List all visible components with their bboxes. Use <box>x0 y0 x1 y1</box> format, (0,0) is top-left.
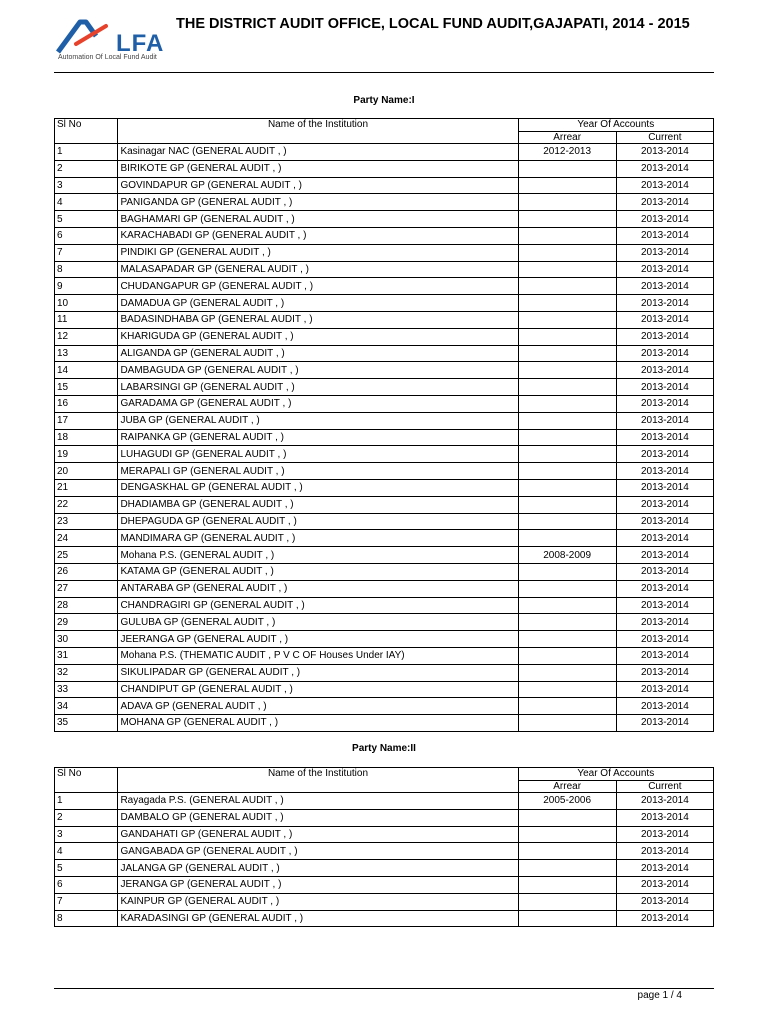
institution-name-cell: PINDIKI GP (GENERAL AUDIT , ) <box>118 244 518 261</box>
current-year-cell: 2013-2014 <box>616 446 713 463</box>
sl-no-cell: 1 <box>55 793 118 810</box>
table-row <box>55 479 714 496</box>
arrear-year-cell: 2012-2013 <box>518 144 616 161</box>
institution-name-cell: DAMBALO GP (GENERAL AUDIT , ) <box>118 809 518 826</box>
current-year-cell: 2013-2014 <box>616 379 713 396</box>
table-row <box>55 614 714 631</box>
current-year-cell: 2013-2014 <box>616 395 713 412</box>
arrear-year-cell <box>518 227 616 244</box>
institution-name-cell: DHADIAMBA GP (GENERAL AUDIT , ) <box>118 496 518 513</box>
table-row <box>55 809 714 826</box>
table-row <box>55 910 714 927</box>
institution-name-cell: KARACHABADI GP (GENERAL AUDIT , ) <box>118 227 518 244</box>
sl-no-cell: 6 <box>55 227 118 244</box>
table-row <box>55 563 714 580</box>
table-row <box>55 631 714 648</box>
institution-name-cell: CHUDANGAPUR GP (GENERAL AUDIT , ) <box>118 278 518 295</box>
table-row <box>55 395 714 412</box>
sl-no-cell: 18 <box>55 429 118 446</box>
current-year-cell: 2013-2014 <box>616 328 713 345</box>
table-header-row <box>55 768 714 781</box>
table-row <box>55 597 714 614</box>
sl-no-cell: 2 <box>55 809 118 826</box>
arrear-year-cell <box>518 826 616 843</box>
current-year-cell: 2013-2014 <box>616 597 713 614</box>
alfa-logo-letters: LFA <box>116 30 165 57</box>
institution-name-cell: ALIGANDA GP (GENERAL AUDIT , ) <box>118 345 518 362</box>
table-row <box>55 379 714 396</box>
current-year-cell: 2013-2014 <box>616 580 713 597</box>
table-row <box>55 429 714 446</box>
table-row <box>55 311 714 328</box>
sl-no-cell: 30 <box>55 631 118 648</box>
footer-divider <box>54 988 714 989</box>
arrear-year-cell <box>518 211 616 228</box>
page-number: page 1 / 4 <box>637 990 682 1001</box>
institution-name-cell: JUBA GP (GENERAL AUDIT , ) <box>118 412 518 429</box>
current-year-cell: 2013-2014 <box>616 261 713 278</box>
arrear-year-cell <box>518 698 616 715</box>
sl-no-cell: 12 <box>55 328 118 345</box>
institution-name-cell: Kasinagar NAC (GENERAL AUDIT , ) <box>118 144 518 161</box>
party-heading-2: Party Name:II <box>352 743 416 754</box>
current-year-cell: 2013-2014 <box>616 614 713 631</box>
current-year-cell: 2013-2014 <box>616 910 713 927</box>
table-row <box>55 144 714 161</box>
institution-name-cell: KARADASINGI GP (GENERAL AUDIT , ) <box>118 910 518 927</box>
arrear-year-cell <box>518 809 616 826</box>
sl-no-cell: 20 <box>55 463 118 480</box>
institution-name-cell: GULUBA GP (GENERAL AUDIT , ) <box>118 614 518 631</box>
table-row <box>55 530 714 547</box>
institution-name-cell: MERAPALI GP (GENERAL AUDIT , ) <box>118 463 518 480</box>
arrear-year-cell <box>518 278 616 295</box>
sl-no-cell: 29 <box>55 614 118 631</box>
current-year-cell: 2013-2014 <box>616 664 713 681</box>
current-year-cell: 2013-2014 <box>616 893 713 910</box>
table-row <box>55 793 714 810</box>
table-row <box>55 227 714 244</box>
sl-no-cell: 25 <box>55 547 118 564</box>
current-year-cell: 2013-2014 <box>616 362 713 379</box>
table-header-row <box>55 119 714 132</box>
table-row <box>55 826 714 843</box>
current-year-cell: 2013-2014 <box>616 647 713 664</box>
table-row <box>55 647 714 664</box>
header-current: Current <box>616 131 713 144</box>
sl-no-cell: 27 <box>55 580 118 597</box>
table-row <box>55 513 714 530</box>
table-row <box>55 876 714 893</box>
arrear-year-cell: 2008-2009 <box>518 547 616 564</box>
institution-name-cell: BAGHAMARI GP (GENERAL AUDIT , ) <box>118 211 518 228</box>
party-1-table <box>54 118 714 732</box>
institution-name-cell: SIKULIPADAR GP (GENERAL AUDIT , ) <box>118 664 518 681</box>
sl-no-cell: 19 <box>55 446 118 463</box>
arrear-year-cell <box>518 328 616 345</box>
table-row <box>55 463 714 480</box>
arrear-year-cell <box>518 362 616 379</box>
sl-no-cell: 34 <box>55 698 118 715</box>
arrear-year-cell <box>518 479 616 496</box>
table-row <box>55 580 714 597</box>
institution-name-cell: DENGASKHAL GP (GENERAL AUDIT , ) <box>118 479 518 496</box>
current-year-cell: 2013-2014 <box>616 412 713 429</box>
table-row <box>55 295 714 312</box>
sl-no-cell: 6 <box>55 876 118 893</box>
sl-no-cell: 5 <box>55 860 118 877</box>
current-year-cell: 2013-2014 <box>616 463 713 480</box>
document-title: THE DISTRICT AUDIT OFFICE, LOCAL FUND AUDIT,GAJAPATI, 2014 - 2015 <box>176 16 690 32</box>
arrear-year-cell <box>518 681 616 698</box>
arrear-year-cell: 2005-2006 <box>518 793 616 810</box>
sl-no-cell: 35 <box>55 715 118 732</box>
table-row <box>55 446 714 463</box>
arrear-year-cell <box>518 893 616 910</box>
sl-no-cell: 16 <box>55 395 118 412</box>
institution-name-cell: GOVINDAPUR GP (GENERAL AUDIT , ) <box>118 177 518 194</box>
header-divider <box>54 72 714 73</box>
header-institution-name: Name of the Institution <box>118 119 518 144</box>
institution-name-cell: BADASINDHABA GP (GENERAL AUDIT , ) <box>118 311 518 328</box>
sl-no-cell: 33 <box>55 681 118 698</box>
sl-no-cell: 7 <box>55 244 118 261</box>
current-year-cell: 2013-2014 <box>616 278 713 295</box>
arrear-year-cell <box>518 160 616 177</box>
institution-name-cell: PANIGANDA GP (GENERAL AUDIT , ) <box>118 194 518 211</box>
alfa-logo <box>56 18 172 64</box>
institution-name-cell: ANTARABA GP (GENERAL AUDIT , ) <box>118 580 518 597</box>
arrear-year-cell <box>518 563 616 580</box>
header-year-of-accounts: Year Of Accounts <box>518 119 713 132</box>
sl-no-cell: 14 <box>55 362 118 379</box>
current-year-cell: 2013-2014 <box>616 681 713 698</box>
institution-name-cell: DAMBAGUDA GP (GENERAL AUDIT , ) <box>118 362 518 379</box>
arrear-year-cell <box>518 530 616 547</box>
arrear-year-cell <box>518 614 616 631</box>
current-year-cell: 2013-2014 <box>616 144 713 161</box>
current-year-cell: 2013-2014 <box>616 513 713 530</box>
arrear-year-cell <box>518 597 616 614</box>
arrear-year-cell <box>518 395 616 412</box>
header-current: Current <box>616 780 713 793</box>
table-row <box>55 345 714 362</box>
current-year-cell: 2013-2014 <box>616 345 713 362</box>
institution-name-cell: MALASAPADAR GP (GENERAL AUDIT , ) <box>118 261 518 278</box>
institution-name-cell: JERANGA GP (GENERAL AUDIT , ) <box>118 876 518 893</box>
sl-no-cell: 31 <box>55 647 118 664</box>
institution-name-cell: GARADAMA GP (GENERAL AUDIT , ) <box>118 395 518 412</box>
header-arrear: Arrear <box>518 780 616 793</box>
sl-no-cell: 8 <box>55 261 118 278</box>
sl-no-cell: 10 <box>55 295 118 312</box>
sl-no-cell: 3 <box>55 177 118 194</box>
current-year-cell: 2013-2014 <box>616 177 713 194</box>
table-row <box>55 496 714 513</box>
institution-name-cell: ADAVA GP (GENERAL AUDIT , ) <box>118 698 518 715</box>
institution-name-cell: Mohana P.S. (GENERAL AUDIT , ) <box>118 547 518 564</box>
sl-no-cell: 23 <box>55 513 118 530</box>
current-year-cell: 2013-2014 <box>616 793 713 810</box>
current-year-cell: 2013-2014 <box>616 194 713 211</box>
table-row <box>55 328 714 345</box>
arrear-year-cell <box>518 261 616 278</box>
institution-name-cell: MANDIMARA GP (GENERAL AUDIT , ) <box>118 530 518 547</box>
arrear-year-cell <box>518 513 616 530</box>
sl-no-cell: 11 <box>55 311 118 328</box>
table-row <box>55 261 714 278</box>
header-arrear: Arrear <box>518 131 616 144</box>
table-row <box>55 547 714 564</box>
current-year-cell: 2013-2014 <box>616 227 713 244</box>
table-row <box>55 843 714 860</box>
table-row <box>55 211 714 228</box>
alfa-logo-mark-icon <box>56 18 116 54</box>
alfa-logo-tagline: Automation Of Local Fund Audit <box>58 54 157 61</box>
institution-name-cell: Rayagada P.S. (GENERAL AUDIT , ) <box>118 793 518 810</box>
table-row <box>55 893 714 910</box>
current-year-cell: 2013-2014 <box>616 563 713 580</box>
party-heading-1: Party Name:I <box>353 95 415 106</box>
institution-name-cell: Mohana P.S. (THEMATIC AUDIT , P V C OF Houses Under IAY) <box>118 647 518 664</box>
arrear-year-cell <box>518 910 616 927</box>
sl-no-cell: 2 <box>55 160 118 177</box>
table-row <box>55 362 714 379</box>
sl-no-cell: 13 <box>55 345 118 362</box>
current-year-cell: 2013-2014 <box>616 631 713 648</box>
table-row <box>55 681 714 698</box>
arrear-year-cell <box>518 631 616 648</box>
arrear-year-cell <box>518 194 616 211</box>
current-year-cell: 2013-2014 <box>616 295 713 312</box>
institution-name-cell: RAIPANKA GP (GENERAL AUDIT , ) <box>118 429 518 446</box>
arrear-year-cell <box>518 463 616 480</box>
current-year-cell: 2013-2014 <box>616 547 713 564</box>
table-row <box>55 194 714 211</box>
sl-no-cell: 15 <box>55 379 118 396</box>
sl-no-cell: 4 <box>55 843 118 860</box>
current-year-cell: 2013-2014 <box>616 479 713 496</box>
table-row <box>55 160 714 177</box>
arrear-year-cell <box>518 345 616 362</box>
header-sl-no: Sl No <box>55 119 118 144</box>
institution-name-cell: LABARSINGI GP (GENERAL AUDIT , ) <box>118 379 518 396</box>
arrear-year-cell <box>518 295 616 312</box>
institution-name-cell: GANGABADA GP (GENERAL AUDIT , ) <box>118 843 518 860</box>
sl-no-cell: 28 <box>55 597 118 614</box>
arrear-year-cell <box>518 860 616 877</box>
table-row <box>55 412 714 429</box>
sl-no-cell: 26 <box>55 563 118 580</box>
institution-name-cell: CHANDIPUT GP (GENERAL AUDIT , ) <box>118 681 518 698</box>
arrear-year-cell <box>518 429 616 446</box>
table-row <box>55 860 714 877</box>
table-row <box>55 278 714 295</box>
sl-no-cell: 24 <box>55 530 118 547</box>
institution-name-cell: LUHAGUDI GP (GENERAL AUDIT , ) <box>118 446 518 463</box>
institution-name-cell: GANDAHATI GP (GENERAL AUDIT , ) <box>118 826 518 843</box>
institution-name-cell: JEERANGA GP (GENERAL AUDIT , ) <box>118 631 518 648</box>
current-year-cell: 2013-2014 <box>616 876 713 893</box>
current-year-cell: 2013-2014 <box>616 311 713 328</box>
arrear-year-cell <box>518 412 616 429</box>
arrear-year-cell <box>518 496 616 513</box>
current-year-cell: 2013-2014 <box>616 698 713 715</box>
table-row <box>55 698 714 715</box>
arrear-year-cell <box>518 580 616 597</box>
institution-name-cell: DAMADUA GP (GENERAL AUDIT , ) <box>118 295 518 312</box>
institution-name-cell: KAINPUR GP (GENERAL AUDIT , ) <box>118 893 518 910</box>
institution-name-cell: BIRIKOTE GP (GENERAL AUDIT , ) <box>118 160 518 177</box>
table-row <box>55 244 714 261</box>
arrear-year-cell <box>518 244 616 261</box>
sl-no-cell: 5 <box>55 211 118 228</box>
institution-name-cell: KHARIGUDA GP (GENERAL AUDIT , ) <box>118 328 518 345</box>
sl-no-cell: 4 <box>55 194 118 211</box>
institution-name-cell: CHANDRAGIRI GP (GENERAL AUDIT , ) <box>118 597 518 614</box>
current-year-cell: 2013-2014 <box>616 244 713 261</box>
sl-no-cell: 32 <box>55 664 118 681</box>
arrear-year-cell <box>518 876 616 893</box>
arrear-year-cell <box>518 664 616 681</box>
current-year-cell: 2013-2014 <box>616 843 713 860</box>
sl-no-cell: 1 <box>55 144 118 161</box>
arrear-year-cell <box>518 715 616 732</box>
institution-name-cell: DHEPAGUDA GP (GENERAL AUDIT , ) <box>118 513 518 530</box>
current-year-cell: 2013-2014 <box>616 211 713 228</box>
current-year-cell: 2013-2014 <box>616 826 713 843</box>
current-year-cell: 2013-2014 <box>616 860 713 877</box>
header-institution-name: Name of the Institution <box>118 768 518 793</box>
table-row <box>55 664 714 681</box>
sl-no-cell: 3 <box>55 826 118 843</box>
institution-name-cell: JALANGA GP (GENERAL AUDIT , ) <box>118 860 518 877</box>
sl-no-cell: 7 <box>55 893 118 910</box>
table-row <box>55 715 714 732</box>
current-year-cell: 2013-2014 <box>616 715 713 732</box>
current-year-cell: 2013-2014 <box>616 809 713 826</box>
header-sl-no: Sl No <box>55 768 118 793</box>
table-row <box>55 177 714 194</box>
party-2-table <box>54 767 714 927</box>
current-year-cell: 2013-2014 <box>616 496 713 513</box>
arrear-year-cell <box>518 647 616 664</box>
current-year-cell: 2013-2014 <box>616 429 713 446</box>
sl-no-cell: 9 <box>55 278 118 295</box>
arrear-year-cell <box>518 311 616 328</box>
arrear-year-cell <box>518 177 616 194</box>
sl-no-cell: 8 <box>55 910 118 927</box>
arrear-year-cell <box>518 843 616 860</box>
sl-no-cell: 17 <box>55 412 118 429</box>
sl-no-cell: 22 <box>55 496 118 513</box>
arrear-year-cell <box>518 446 616 463</box>
current-year-cell: 2013-2014 <box>616 160 713 177</box>
institution-name-cell: KATAMA GP (GENERAL AUDIT , ) <box>118 563 518 580</box>
institution-name-cell: MOHANA GP (GENERAL AUDIT , ) <box>118 715 518 732</box>
sl-no-cell: 21 <box>55 479 118 496</box>
arrear-year-cell <box>518 379 616 396</box>
current-year-cell: 2013-2014 <box>616 530 713 547</box>
header-year-of-accounts: Year Of Accounts <box>518 768 713 781</box>
